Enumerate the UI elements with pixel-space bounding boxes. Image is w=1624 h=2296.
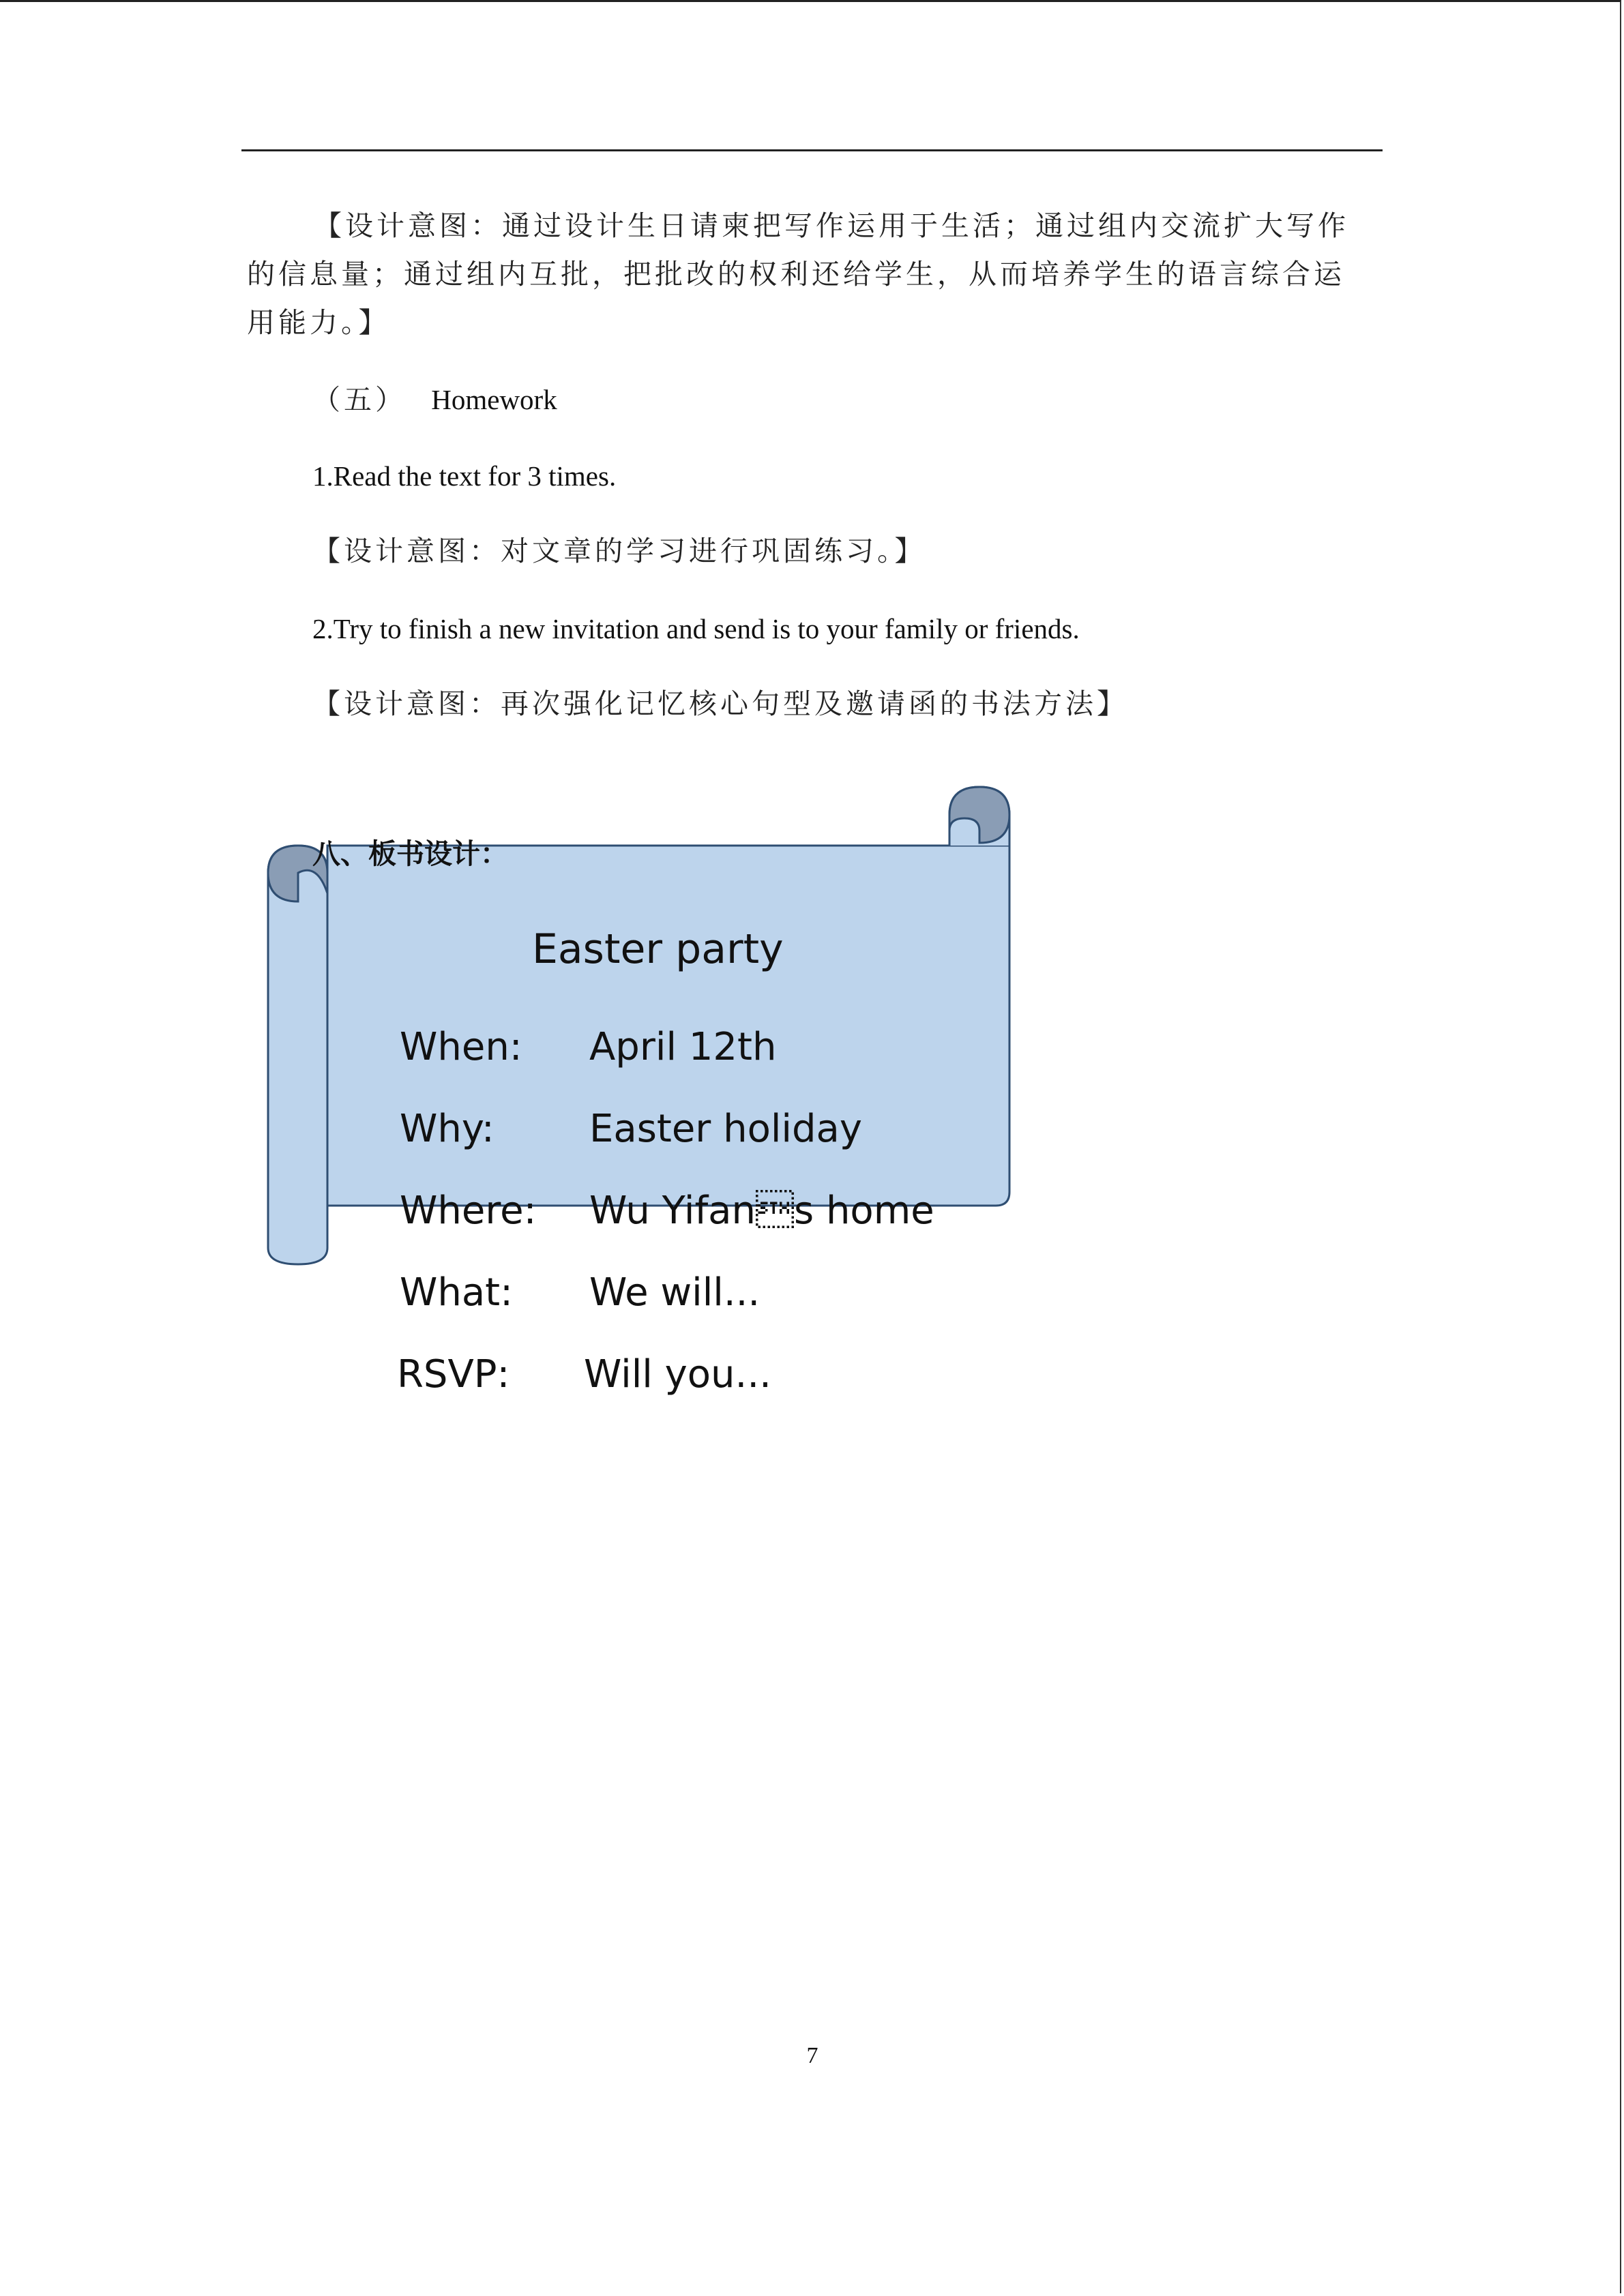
board-row-value: Easter holiday [589, 1107, 862, 1151]
board-row-key: When: [400, 1025, 522, 1069]
homework-item-1: 1.Read the text for 3 times. [312, 460, 617, 492]
page-number: 7 [806, 2043, 818, 2068]
board-row-value: Will you... [584, 1352, 771, 1397]
board-row-value: April 12th [589, 1025, 777, 1069]
board-row-value: Wu Yifans home [589, 1189, 934, 1233]
board-row-value: We will... [589, 1270, 761, 1315]
homework-intent-1: 【设计意图：对文章的学习进行巩固练习。】 [312, 535, 926, 567]
homework-intent-2: 【设计意图：再次强化记忆核心句型及邀请函的书法方法】 [312, 687, 1128, 720]
board-row-key: Why: [400, 1107, 494, 1151]
scroll-left-roll [268, 846, 327, 1264]
board-row-key: RSVP: [397, 1352, 510, 1397]
board-row-key: What: [400, 1270, 514, 1315]
homework-heading-text: Homework [431, 384, 557, 415]
homework-heading-number: （五） [312, 383, 407, 416]
header-rule [241, 149, 1383, 151]
design-intent-paragraph: 【设计意图：通过设计生日请柬把写作运用于生活；通过组内交流扩大写作的信息量；通过组内互批，把批改的权利还给学生，从而培养学生的语言综合运用能力。】 [247, 209, 1349, 339]
homework-item-2: 2.Try to finish a new invitation and send is to your family or friends. [312, 613, 1080, 644]
homework-heading [312, 379, 557, 420]
board-title: Easter party [532, 925, 784, 973]
board-row-key: Where: [400, 1189, 537, 1233]
board-design-title: 八、板书设计： [312, 837, 508, 870]
